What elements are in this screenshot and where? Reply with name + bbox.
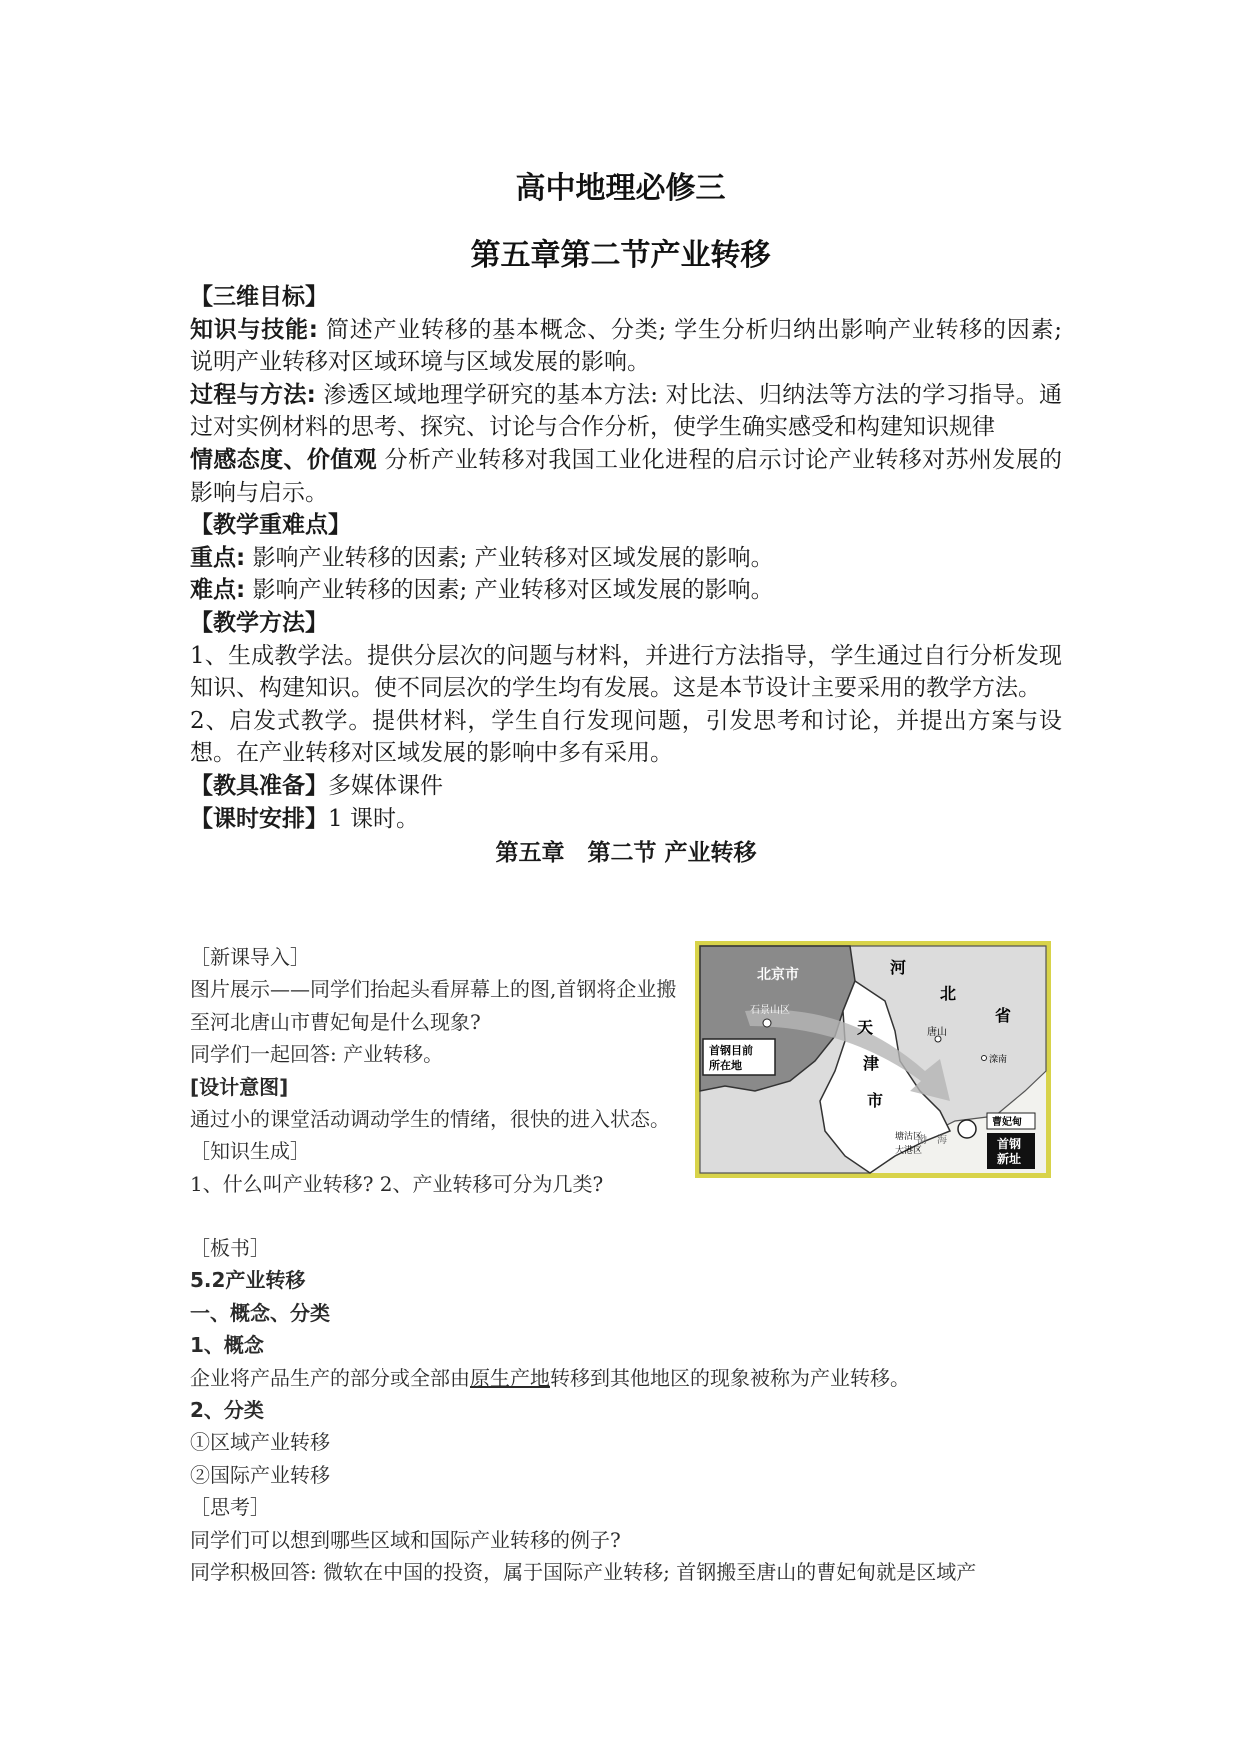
document-title: 高中地理必修三 bbox=[515, 171, 726, 206]
key-text: 影响产业转移的因素; 产业转移对区域发展的影响。 bbox=[245, 544, 774, 571]
concept-text-underlined: 原生产地 bbox=[470, 1365, 550, 1390]
knowledge-text: 简述产业转移的基本概念、分类; 学生分析归纳出影响产业转移的因素; 说明产业转移对区域环境与区域发展的影响。 bbox=[190, 316, 1062, 376]
key-label: 重点: bbox=[190, 544, 246, 571]
process-method bbox=[190, 379, 1062, 444]
think-question: 同学们可以想到哪些区域和国际产业转移的例子? bbox=[190, 1527, 621, 1552]
knowledge-heading: ［知识生成］ bbox=[190, 1139, 310, 1164]
emotion-text: 分析产业转移对我国工业化进程的启示讨论产业转移对苏州发展的影响与启示。 bbox=[190, 446, 1063, 506]
design-text: 通过小的课堂活动调动学生的情绪，很快的进入状态。 bbox=[190, 1107, 670, 1132]
map-bei-label: 北 bbox=[940, 984, 957, 1003]
map-jin-label: 津 bbox=[863, 1054, 880, 1073]
knowledge-questions: 1、什么叫产业转移? 2、产业转移可分为几类? bbox=[190, 1171, 604, 1196]
concept-sub: 1、概念 bbox=[190, 1333, 264, 1358]
tools bbox=[190, 770, 1062, 803]
class-1: ①区域产业转移 bbox=[190, 1430, 330, 1455]
think-answer: 同学积极回答: 微软在中国的投资，属于国际产业转移; 首钢搬至唐山的曹妃甸就是区域产 bbox=[190, 1560, 977, 1585]
lesson-plan-header bbox=[190, 281, 1062, 870]
lesson-board-section bbox=[190, 1232, 1062, 1588]
method-heading: 【教学方法】 bbox=[190, 609, 328, 636]
process-label: 过程与方法: bbox=[190, 381, 316, 408]
map-beijing-label: 北京市 bbox=[757, 967, 799, 983]
map-luannan-dot bbox=[982, 1056, 987, 1061]
map-new-site-label-1: 首钢 bbox=[997, 1137, 1022, 1151]
concept-heading: 一、概念、分类 bbox=[190, 1300, 330, 1325]
emotion-label: 情感态度、价值观 bbox=[190, 446, 377, 473]
map-tanggu-label: 塘沽区 bbox=[895, 1132, 923, 1142]
board-title: 5.2产业转移 bbox=[190, 1268, 306, 1293]
difficult-point bbox=[190, 574, 1062, 607]
think-heading: ［思考］ bbox=[190, 1495, 270, 1520]
time-text: 1 课时。 bbox=[328, 805, 419, 832]
difficult-text: 影响产业转移的因素; 产业转移对区域发展的影响。 bbox=[245, 577, 774, 604]
time-label: 【课时安排】 bbox=[190, 805, 328, 832]
map-current-label-2: 所在地 bbox=[709, 1059, 742, 1072]
knowledge-label: 知识与技能: bbox=[190, 316, 318, 343]
key-point bbox=[190, 542, 1062, 575]
map-luannan-label: 滦南 bbox=[989, 1055, 1008, 1065]
intro-answer: 同学们一起回答: 产业转移。 bbox=[190, 1042, 444, 1067]
map-dagang-label: 大港区 bbox=[895, 1146, 923, 1156]
map-current-label-1: 首钢目前 bbox=[709, 1044, 753, 1057]
difficult-label: 难点: bbox=[190, 577, 246, 604]
class-sub: 2、分类 bbox=[190, 1398, 264, 1423]
goals-heading: 【三维目标】 bbox=[190, 284, 328, 310]
process-text: 渗透区域地理学研究的基本方法: 对比法、归纳法等方法的学习指导。通过对实例材料的思考、探究、讨论与合作分析，使学生确实感受和构建知识规律 bbox=[190, 381, 1063, 441]
chapter-heading: 第五章 第二节 产业转移 bbox=[495, 840, 757, 867]
method-1: 1、生成教学法。提供分层次的问题与材料，并进行方法指导，学生通过自行分析发现知识、构建知识。使不同层次的学生均有发展。这是本节设计主要采用的教学方法。 bbox=[190, 642, 1062, 702]
lesson-intro-column bbox=[190, 941, 680, 1200]
time bbox=[190, 803, 1062, 836]
key-heading: 【教学重难点】 bbox=[190, 512, 351, 539]
map-sheng-label: 省 bbox=[995, 1006, 1012, 1025]
emotion-values bbox=[190, 444, 1062, 509]
map-shijingshan-dot bbox=[763, 1019, 771, 1027]
concept-text bbox=[190, 1362, 1062, 1394]
tools-text: 多媒体课件 bbox=[328, 772, 443, 799]
intro-heading: ［新课导入］ bbox=[190, 945, 310, 969]
class-2: ②国际产业转移 bbox=[190, 1462, 330, 1487]
tools-label: 【教具准备】 bbox=[190, 772, 328, 799]
map-shi-label: 市 bbox=[867, 1091, 884, 1110]
intro-text: 图片展示——同学们抬起头看屏幕上的图,首钢将企业搬至河北唐山市曹妃甸是什么现象? bbox=[190, 977, 677, 1034]
design-heading: [设计意图] bbox=[190, 1074, 289, 1099]
knowledge-skills bbox=[190, 314, 1062, 379]
board-heading: ［板书］ bbox=[190, 1236, 270, 1260]
document-subtitle: 第五章第二节产业转移 bbox=[470, 238, 771, 273]
map-shijingshan-label: 石景山区 bbox=[750, 1005, 790, 1016]
map-caofeidian-label: 曹妃甸 bbox=[992, 1117, 1022, 1128]
map-caofeidian-marker bbox=[958, 1120, 976, 1138]
concept-text-b: 转移到其他地区的现象被称为产业转移。 bbox=[550, 1365, 910, 1390]
map-sea-label: 渤 海 bbox=[917, 1135, 947, 1146]
map-tian-label: 天 bbox=[857, 1018, 874, 1037]
map-tangshan-label: 唐山 bbox=[927, 1027, 947, 1038]
method-2: 2、启发式教学。提供材料，学生自行发现问题，引发思考和讨论，并提出方案与设想。在产业转移对区域发展的影响中多有采用。 bbox=[190, 707, 1062, 767]
concept-text-a: 企业将产品生产的部分或全部由 bbox=[190, 1365, 470, 1390]
map-new-site-label-2: 新址 bbox=[997, 1152, 1022, 1166]
map-he-label: 河 bbox=[890, 958, 907, 977]
relocation-map bbox=[695, 941, 1051, 1178]
